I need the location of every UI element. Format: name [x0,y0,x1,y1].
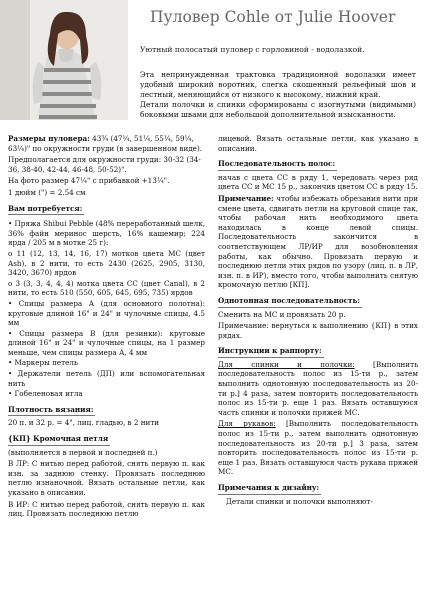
list-item: • Держатели петель (ДП) или вспомогательная нить [8,369,205,388]
design-notes-text: Детали спинки и полочки выполняют- [226,496,373,506]
note-label: Примечание: [218,193,274,203]
sizes-inch: 1 дюйм (") = 2.54 см [8,187,86,197]
intro-text [140,70,416,120]
pattern-back-front-label: Для спинки и полочки: [218,359,355,369]
sizes-ease: Предполагается для окружности груди: 30-32 (34-36, 38-40, 42-44, 46-48, 50-52)". [8,155,201,174]
list-item: • Гобеленовая игла [8,389,83,399]
pattern-back-front [218,360,418,418]
sizes-model: На фото размер 47¼" с прибавкой +13¼". [8,176,170,186]
sizes-heading: Размеры пуловера: [8,134,90,143]
pattern-sleeves-label: Для рукавов: [218,419,276,429]
design-notes-heading: Примечания к дизайну: [218,483,321,495]
sizes-text: 43¾ (47¼, 51¼, 55¼, 59¼, 63¼)" по окружности груди (в завершенном виде). [8,134,203,153]
pattern-sleeves-text: [Выполнить последовательность полос из 15-ти р., затем выполнить однотонную последовательность из 20-ти р.] 3 раза, затем повторить последовательность полос из 15-ти р. еще 1 раз. Вязать оставшуюся часть рукава пряжей МС. [218,419,418,477]
stripes-heading: Последовательность полос: [218,159,337,171]
list-item: о 11 (12, 13, 14, 16, 17) мотков цвета МС (цвет Ash), в 2 нити, то есть 2430 (2625, 2905, 3130, 3420, 3670) ярдов [8,248,205,278]
pattern-back-front-text: [Выполнить последовательность полос из 15-ти р., затем выполнить однотонную последовательность из 20-ти р.] 4 раза, затем повторить последовательность полос из 15-ти р. еще 1 раз. Вязать оставшуюся часть спинки и полочки пряжей МС. [218,359,418,417]
product-photo [0,0,128,120]
edge-stitch-continued: лицевой. Вязать остальные петли, как указано в описании. [218,134,418,153]
intro-paragraph: Эта непринужденная трактовка традиционной водолазки имеет удобный широкий воротник, слегка скошенный рельефный шов и лестный, меняющийся от низкого к высокому, нижний край. [140,70,416,99]
page-title: Пуловер Cohle от Julie Hoover [150,8,396,26]
edge-stitch-ws: В ИР: С нитью перед работой, снять первую п. как лиц. Провязать последнюю петлю [8,499,205,519]
list-item: о 3 (3, 3, 4, 4, 4) мотка цвета СС (цвет Canal), в 2 нити, то есть 510 (550, 605, 645, 695, 735) ярдов [8,278,205,298]
left-column [8,134,205,521]
single-color-text: Сменить на МС и провязать 20 р. [218,309,346,319]
list-item: • Пряжа Shibui Pebble (48% переработанный шелк, 36% файн меринос шерсть, 16% кашемир; 224 ярда / 205 м в мотке 25 г): [8,219,205,248]
right-column [218,134,418,508]
edge-stitch-rs: В ЛР: С нитью перед работой, снять первую п. как изн. за заднюю стенку. Провязать последнюю петлю изнаночной. Вязать остальные петли, как указано в описании. [8,459,205,497]
edge-stitch-text: (выполняется в первой и последней п.) [8,447,158,457]
intro-paragraph: Детали полочки и спинки сформированы с изогнутыми (видимыми) боковыми швами для небольшой дополнительной изысканности. [140,100,416,119]
gauge-heading: Плотность вязания: [8,405,95,417]
materials-heading: Вам потребуется: [8,204,84,216]
single-color-heading: Однотонная последовательность: [218,296,362,308]
subtitle: Уютный полосатый пуловер с горловиной - водолазкой. [140,45,365,54]
materials-list [8,219,205,399]
gauge-text: 20 п. и 32 р. = 4", лиц. гладью, в 2 нити [8,418,160,428]
stripes-note-text: чтобы избежать обрезания нити при смене цвета, сдвигать петли на круговой спице так, чтобы рабочая нить необходимого цвета находилась в конце левой спицы. Последовательность закончится в соответствующем ЛР/ИР для возобновления работы, как обычно. Провязать первую и последнюю петли этих рядов по узору (лиц. п. в ЛР, изн. п. в ИР), вместо того, чтобы выполнить снятую кромочную петлю [КП]. [218,193,418,290]
list-item: • Спицы размера В (для резинки): круговые длиной 16" и 24" и чулочные спицы, на 1 размер меньше, чем спицы размера А, 4 мм [8,328,205,357]
list-item: • Маркеры петель [8,358,78,368]
stripes-note [218,194,418,290]
edge-stitch-heading: {КП} Кромочная петля [8,434,110,446]
pattern-sleeves [218,419,418,477]
single-color-note: Примечание: вернуться к выполнению {КП} в этих рядах. [218,321,418,340]
stripes-text: начав с цвета СС в ряду 1, чередовать через ряд цвета СС и МС 15 р., закончив цветом СС в ряду 15. [218,172,418,192]
list-item: • Спицы размера А (для основного полотна): круговые длиной 16" и 24" и чулочные спицы, 4.5 мм [8,298,205,328]
sizes-block [8,134,205,153]
pattern-heading: Инструкции к раппорту: [218,346,324,358]
